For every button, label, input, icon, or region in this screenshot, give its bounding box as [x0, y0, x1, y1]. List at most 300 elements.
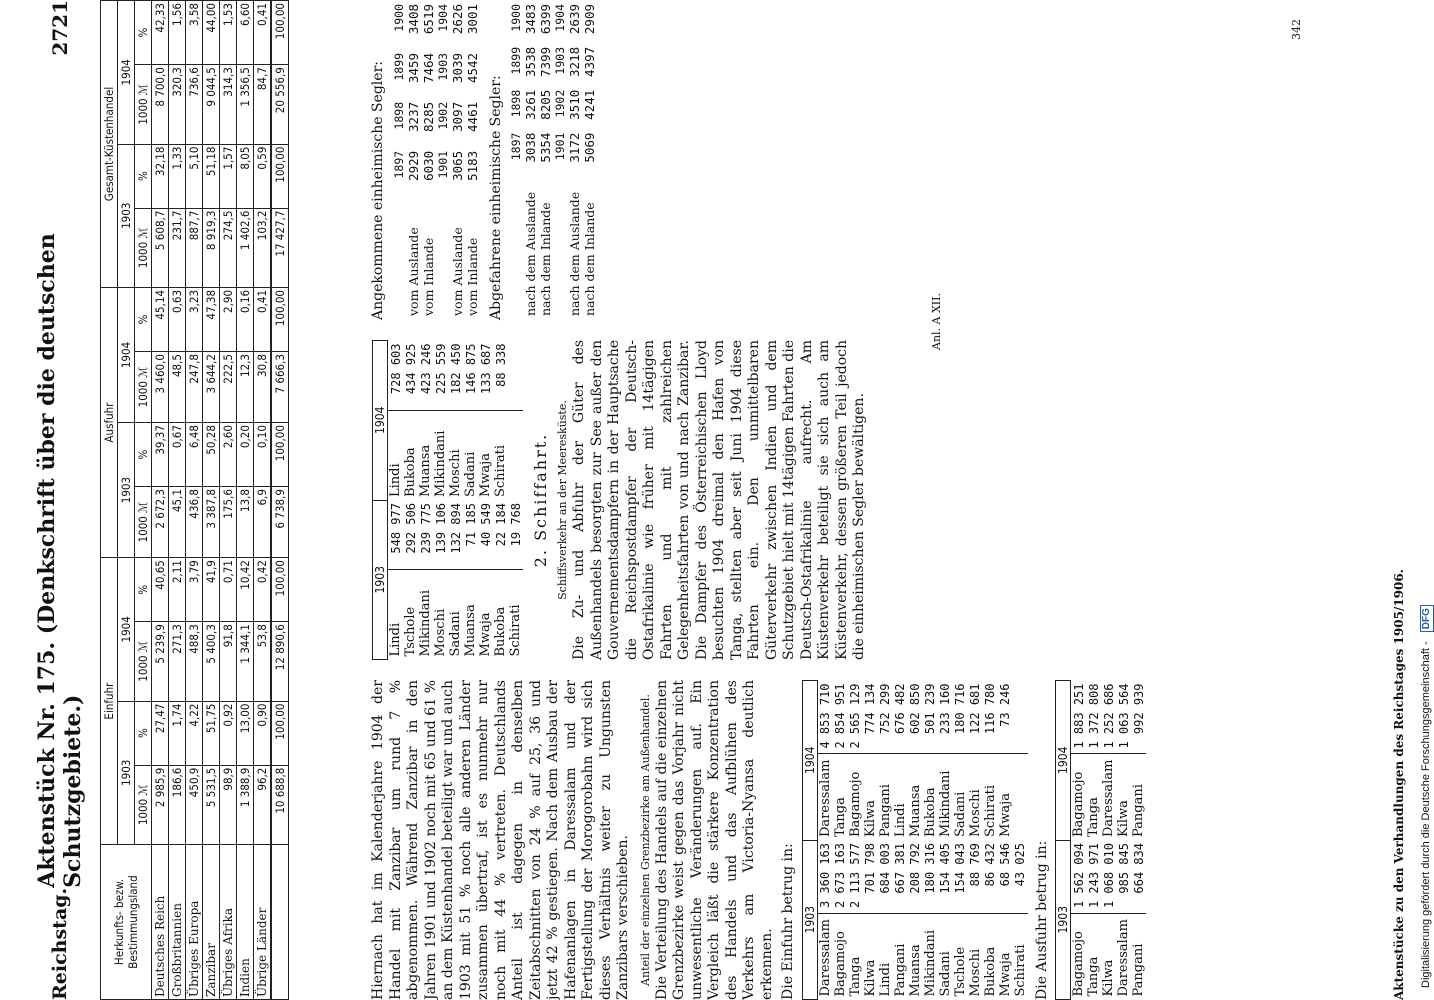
value-cell: 436,8 [186, 487, 203, 558]
value-cell: 41,9 [203, 558, 220, 622]
list-item [478, 341, 493, 660]
year-header: 1904 [118, 558, 135, 701]
total-cell: 7 666,3 [271, 352, 289, 423]
list-item [403, 341, 418, 660]
district-name: Tanga [847, 956, 863, 997]
unit-header: 1000 ℳ [135, 208, 152, 287]
district-value: 752 299 [878, 681, 893, 754]
district-value: 122 681 [968, 681, 983, 754]
district-value: 1 252 686 [1101, 681, 1116, 754]
row-label: Übriges Europa [186, 845, 203, 1000]
district-name: Mikindani [937, 770, 953, 838]
list-item [983, 681, 998, 1000]
district-value: 40 549 [478, 500, 493, 570]
value-cell: 5 239,9 [152, 622, 169, 701]
district-value: 667 381 [893, 840, 908, 913]
district-name: Bukoba [403, 447, 418, 498]
dfg-logo: DFG [1420, 605, 1434, 632]
unit-header: 1000 ℳ [135, 65, 152, 144]
margin-note: Anl. A XII. [930, 293, 943, 350]
district-name: Muansa [907, 784, 923, 838]
list-item [418, 341, 433, 660]
value-cell: 0,90 [254, 701, 272, 765]
value-cell: 271,3 [169, 622, 186, 701]
value-cell: 1 356,5 [237, 65, 254, 144]
year-header: 1904 [118, 1, 135, 145]
district-value [508, 341, 523, 411]
value-cell: 0,10 [254, 423, 272, 487]
value-cell: 8 919,3 [203, 208, 220, 287]
list-item [817, 681, 833, 1000]
district-name: Moschi [433, 608, 448, 657]
district-value: 4 853 710 [817, 681, 833, 754]
value-cell: 4397 [582, 46, 597, 77]
year-header: 1904 [802, 681, 817, 841]
unit-header: % [135, 144, 152, 208]
unit-header: % [135, 423, 152, 487]
value-cell: 4,22 [186, 701, 203, 765]
district-name: Kilwa [862, 800, 878, 838]
value-cell: 3459 [405, 52, 421, 84]
district-name: Tanga [1086, 797, 1101, 838]
value-cell: 314,3 [220, 65, 237, 144]
district-name: Tanga [1086, 956, 1101, 997]
value-cell: 2,60 [220, 423, 237, 487]
district-value: 2 565 129 [848, 681, 863, 754]
district-name: Bukoba [493, 606, 508, 657]
value-cell: 8 700,0 [152, 65, 169, 144]
district-value: 139 106 [433, 500, 448, 570]
district-value: 116 780 [983, 681, 998, 754]
district-name: Lindi [892, 803, 908, 838]
list-item [878, 681, 893, 1000]
district-name: Mikindani [922, 930, 938, 997]
district-value: 985 845 [1116, 840, 1131, 913]
unit-header: 1000 ℳ [135, 352, 152, 423]
district-value: 19 768 [508, 500, 523, 570]
total-cell: 20 556,9 [271, 65, 289, 144]
district-name: Mwaja [997, 793, 1013, 838]
value-cell: 6,60 [237, 1, 254, 65]
value-cell: 2639 [567, 4, 582, 35]
district-value: 676 482 [893, 681, 908, 754]
value-cell: 47,38 [203, 287, 220, 351]
dfg-credit-text: Digitalisierung gefördert durch die Deutsche Forschungsgemeinschaft - [1420, 641, 1432, 988]
value-cell: 3510 [567, 89, 582, 120]
year-cell: 1901 [435, 150, 450, 179]
group-einfuhr: Einfuhr [101, 558, 118, 845]
value-cell: 2929 [405, 150, 421, 181]
district-value: 423 246 [418, 341, 433, 411]
value-cell: 1 388,9 [237, 765, 254, 844]
district-value: 701 798 [863, 840, 878, 913]
printed-page-number: 342 [1290, 19, 1303, 40]
district-name: Mikindani [433, 430, 448, 498]
district-name: Muansa [907, 944, 923, 997]
list-item [493, 341, 508, 660]
subheading-schiffsverkehr: Schiffsverkehr an der Meeresküste. [556, 400, 569, 600]
district-name: Daressalam [817, 919, 833, 997]
page-footer: Aktenstücke zu den Verhandlungen des Reichstages 1905/1906. [1392, 569, 1406, 1000]
arrivals-title: Angekommene einheimische Segler: [370, 61, 386, 320]
year-cell: 1901 [553, 132, 567, 161]
district-name: Mwaja [478, 453, 493, 498]
value-cell: 0,20 [237, 423, 254, 487]
row-label: Indien [237, 845, 254, 1000]
row-label: nach dem Inlande [582, 202, 597, 316]
value-cell: 5 608,7 [152, 208, 169, 287]
value-cell: 3,23 [186, 287, 203, 351]
year-cell: 1898 [391, 101, 406, 130]
year-header: 1903 [1056, 840, 1071, 999]
value-cell: 0,71 [220, 558, 237, 622]
district-name: Moschi [967, 948, 983, 997]
district-value: 1 243 971 [1086, 840, 1101, 913]
table-row [203, 1, 220, 1000]
year-cell: 1899 [509, 46, 523, 75]
dfg-credit [1418, 0, 1434, 1000]
value-cell: 98,9 [220, 765, 237, 844]
district-name: Sadani [937, 951, 953, 997]
district-name: Pangani [892, 943, 908, 997]
value-cell: 3038 [523, 132, 538, 163]
value-cell: 5354 [538, 132, 553, 163]
page-header [34, 0, 86, 1000]
dfg-sidebar [1418, 0, 1434, 1000]
district-name: Sadani [448, 611, 463, 657]
district-name: Bukoba [982, 946, 998, 997]
trade-table [100, 0, 289, 1000]
value-cell: 3 460,0 [152, 352, 169, 423]
year-cell: 1899 [391, 52, 406, 81]
district-name: Sadani [952, 791, 968, 838]
total-cell: 12 890,6 [271, 622, 289, 701]
row-label: Zanzibar [203, 845, 220, 1000]
value-cell: 2 985,9 [152, 765, 169, 844]
value-cell: 5 400,3 [203, 622, 220, 701]
district-value: 73 246 [998, 681, 1013, 754]
list-item [1101, 681, 1116, 1000]
value-cell: 12,3 [237, 352, 254, 423]
value-cell: 8,05 [237, 144, 254, 208]
district-name: Kilwa [1101, 959, 1116, 997]
row-label: nach dem Inlande [538, 202, 553, 316]
value-cell: 3 387,8 [203, 487, 220, 558]
value-cell: 51,18 [203, 144, 220, 208]
district-value: 239 775 [418, 500, 433, 570]
district-name: Moschi [967, 789, 983, 838]
value-cell: 2 672,3 [152, 487, 169, 558]
list-item [953, 681, 968, 1000]
district-name: Daressalam [817, 759, 833, 838]
list-item [1131, 681, 1146, 1000]
district-name: Sadani [463, 451, 478, 498]
district-name: Bagamojo [847, 771, 863, 838]
district-value: 434 925 [403, 341, 418, 411]
value-cell: 231,7 [169, 208, 186, 287]
year-cell: 1900 [509, 4, 523, 32]
value-cell: 7399 [538, 46, 553, 77]
district-value: 602 850 [908, 681, 923, 754]
value-cell: 3039 [449, 52, 465, 84]
value-cell: 84,7 [254, 65, 272, 144]
row-label: vom Inlande [464, 237, 480, 316]
value-cell: 91,8 [220, 622, 237, 701]
value-cell: 247,8 [186, 352, 203, 423]
value-cell: 0,16 [237, 287, 254, 351]
list-item [433, 341, 448, 660]
value-cell: 0,42 [254, 558, 272, 622]
value-cell: 3001 [464, 4, 480, 35]
district-name: Tschole [952, 946, 968, 997]
unit-header: 1000 ℳ [135, 622, 152, 701]
district-value: 180 316 [923, 840, 938, 913]
year-cell: 1904 [553, 4, 567, 32]
district-name: Schirati [493, 444, 508, 498]
district-value: 22 184 [493, 500, 508, 570]
list-item [968, 681, 983, 1000]
total-cell: 100,00 [271, 423, 289, 487]
year-header: 1903 [373, 500, 388, 659]
district-value: 132 894 [448, 500, 463, 570]
district-name: Pangani [1131, 784, 1146, 838]
row-label: Deutsches Reich [152, 845, 169, 1000]
value-cell: 53,8 [254, 622, 272, 701]
value-cell: 51,75 [203, 701, 220, 765]
total-cell: 6 738,9 [271, 487, 289, 558]
value-cell: 4241 [582, 89, 597, 120]
list-item [893, 681, 908, 1000]
district-name: Daressalam [1101, 759, 1116, 838]
value-cell: 40,65 [152, 558, 169, 622]
value-cell: 274,5 [220, 208, 237, 287]
district-value: 3 360 163 [817, 840, 833, 913]
group-ausfuhr: Ausfuhr [101, 287, 118, 557]
total-label-cell [271, 845, 289, 1000]
unit-header: 1000 ℳ [135, 487, 152, 558]
district-name: Bukoba [922, 787, 938, 838]
list-item [863, 681, 878, 1000]
district-name: Schirati [1012, 944, 1028, 997]
district-name: Schirati [982, 784, 998, 838]
column-3 [370, 0, 605, 320]
list-item [1116, 681, 1131, 1000]
trade-table-body [152, 1, 289, 1000]
value-cell: 2626 [449, 4, 465, 35]
table-row [186, 1, 203, 1000]
district-value: 88 338 [493, 341, 508, 411]
total-cell: 100,00 [271, 1, 289, 65]
departures-title: Abgefahrene einheimische Segler: [487, 75, 504, 320]
total-cell: 100,00 [271, 701, 289, 765]
district-value: 2 113 577 [848, 840, 863, 913]
district-value: 728 603 [388, 341, 404, 411]
district-name: Bagamojo [1071, 931, 1086, 997]
row-label: vom Inlande [420, 237, 436, 316]
value-cell: 0,63 [169, 287, 186, 351]
district-value: 146 875 [463, 341, 478, 411]
value-cell: 39,37 [152, 423, 169, 487]
value-cell: 0,92 [220, 701, 237, 765]
list-item [463, 341, 478, 660]
subheading-grenzbezirke: Anteil der einzelnen Grenzbezirke am Außenhandel. [638, 694, 652, 986]
value-cell: 3237 [405, 101, 421, 132]
district-value: 1 068 010 [1101, 840, 1116, 913]
value-cell: 186,6 [169, 765, 186, 844]
value-cell: 6,9 [254, 487, 272, 558]
value-cell: 103,2 [254, 208, 272, 287]
arrivals-table [392, 0, 480, 320]
total-cell: 100,00 [271, 144, 289, 208]
value-cell: 2,90 [220, 287, 237, 351]
value-cell: 1,53 [220, 1, 237, 65]
year-cell: 1897 [509, 132, 523, 161]
district-name: Pangani [1131, 943, 1146, 997]
value-cell: 3261 [523, 89, 538, 120]
list-item [908, 681, 923, 1000]
value-cell: 7464 [420, 52, 436, 84]
district-value: 233 160 [938, 681, 953, 754]
value-cell: 13,8 [237, 487, 254, 558]
district-value: 664 834 [1131, 840, 1146, 913]
value-cell: 42,33 [152, 1, 169, 65]
district-name: Bagamojo [832, 931, 848, 997]
year-header: 1904 [373, 341, 388, 501]
value-cell: 450,9 [186, 765, 203, 844]
year-cell: 1902 [435, 101, 450, 130]
value-cell: 30,8 [254, 352, 272, 423]
value-cell: 3,79 [186, 558, 203, 622]
year-header: 1903 [802, 840, 817, 999]
row-label: nach dem Auslande [567, 191, 582, 316]
value-cell: 32,18 [152, 144, 169, 208]
value-cell: 44,00 [203, 1, 220, 65]
district-name: Kilwa [1116, 800, 1131, 838]
rotated-page [34, 0, 1420, 1000]
table-row [254, 1, 272, 1000]
ausfuhr-table-part2 [372, 340, 523, 660]
col-label: Herkunfts- bezw. Bestimmungsland [101, 845, 152, 1000]
value-cell: 45,1 [169, 487, 186, 558]
district-value: 1 372 808 [1086, 681, 1101, 754]
row-label: Übrige Länder [254, 845, 272, 1000]
year-header: 1903 [118, 701, 135, 844]
value-cell: 8205 [538, 89, 553, 120]
unit-header: % [135, 1, 152, 65]
value-cell: 488,3 [186, 622, 203, 701]
value-cell: 1,33 [169, 144, 186, 208]
district-name: Mikindani [418, 590, 433, 657]
district-name: Lindi [388, 622, 403, 657]
column-1 [370, 680, 1152, 1000]
district-name: Moschi [448, 449, 463, 498]
value-cell: 1,74 [169, 701, 186, 765]
district-value: 501 239 [923, 681, 938, 754]
table-row [220, 1, 237, 1000]
value-cell: 175,6 [220, 487, 237, 558]
value-cell: 3218 [567, 46, 582, 77]
column-2 [370, 340, 873, 660]
district-value: 208 792 [908, 840, 923, 913]
district-value: 154 405 [938, 840, 953, 913]
value-cell: 0,59 [254, 144, 272, 208]
value-cell: 6030 [420, 150, 436, 181]
list-item [388, 341, 404, 660]
district-name [508, 411, 523, 501]
total-row [271, 1, 289, 1000]
value-cell: 4542 [464, 52, 480, 84]
district-value: 43 025 [1013, 840, 1028, 913]
district-value: 133 687 [478, 341, 493, 411]
value-cell: 4461 [464, 101, 480, 132]
year-header: 1904 [1056, 681, 1071, 841]
list-item [998, 681, 1013, 1000]
value-cell: 1 344,1 [237, 622, 254, 701]
value-cell: 3483 [523, 4, 538, 35]
value-cell: 3065 [449, 150, 465, 181]
value-cell: 3,58 [186, 1, 203, 65]
section-heading: 2. Schiffahrt. [531, 432, 550, 568]
value-cell: 6519 [420, 4, 436, 35]
year-cell: 1897 [391, 150, 406, 179]
ausfuhr-title: Die Ausfuhr betrug in: [1033, 840, 1050, 1000]
district-value: 71 185 [463, 500, 478, 570]
year-header: 1903 [118, 423, 135, 558]
district-name: Daressalam [1116, 919, 1131, 997]
district-value: 2 673 163 [833, 840, 848, 913]
value-cell: 887,7 [186, 208, 203, 287]
district-name: Tschole [403, 606, 418, 657]
value-cell: 6,48 [186, 423, 203, 487]
value-cell: 0,41 [254, 287, 272, 351]
list-item [833, 681, 848, 1000]
value-cell: 2909 [582, 4, 597, 35]
value-cell: 5,10 [186, 144, 203, 208]
row-label: vom Auslande [449, 227, 465, 316]
value-cell: 0,67 [169, 423, 186, 487]
row-label: Großbritannien [169, 845, 186, 1000]
district-name: Schirati [508, 604, 523, 657]
year-cell: 1898 [509, 89, 523, 118]
table-row [169, 1, 186, 1000]
value-cell: 9 044,5 [203, 65, 220, 144]
district-value: 68 546 [998, 840, 1013, 913]
value-cell: 736,6 [186, 65, 203, 144]
list-item [1086, 681, 1101, 1000]
value-cell: 1 402,6 [237, 208, 254, 287]
table-row [237, 1, 254, 1000]
unit-header: % [135, 701, 152, 765]
year-cell: 1903 [435, 52, 450, 81]
header-page-number: 2721 [48, 0, 72, 56]
value-cell: 1,57 [220, 144, 237, 208]
list-item [1013, 681, 1028, 1000]
ausfuhr-table-part1 [1055, 680, 1146, 1000]
value-cell: 27,47 [152, 701, 169, 765]
value-cell: 48,5 [169, 352, 186, 423]
value-cell: 5183 [464, 150, 480, 181]
value-cell: 8285 [420, 101, 436, 132]
value-cell: 3172 [567, 132, 582, 163]
district-name: Bagamojo [1071, 771, 1086, 838]
value-cell: 222,5 [220, 352, 237, 423]
header-left: Reichstag. [49, 887, 71, 1000]
district-value: 1 063 564 [1116, 681, 1131, 754]
district-value: 182 450 [448, 341, 463, 411]
district-value: 774 134 [863, 681, 878, 754]
group-gesamt: Gesamt-Küstenhandel [101, 1, 118, 288]
list-item [448, 341, 463, 660]
